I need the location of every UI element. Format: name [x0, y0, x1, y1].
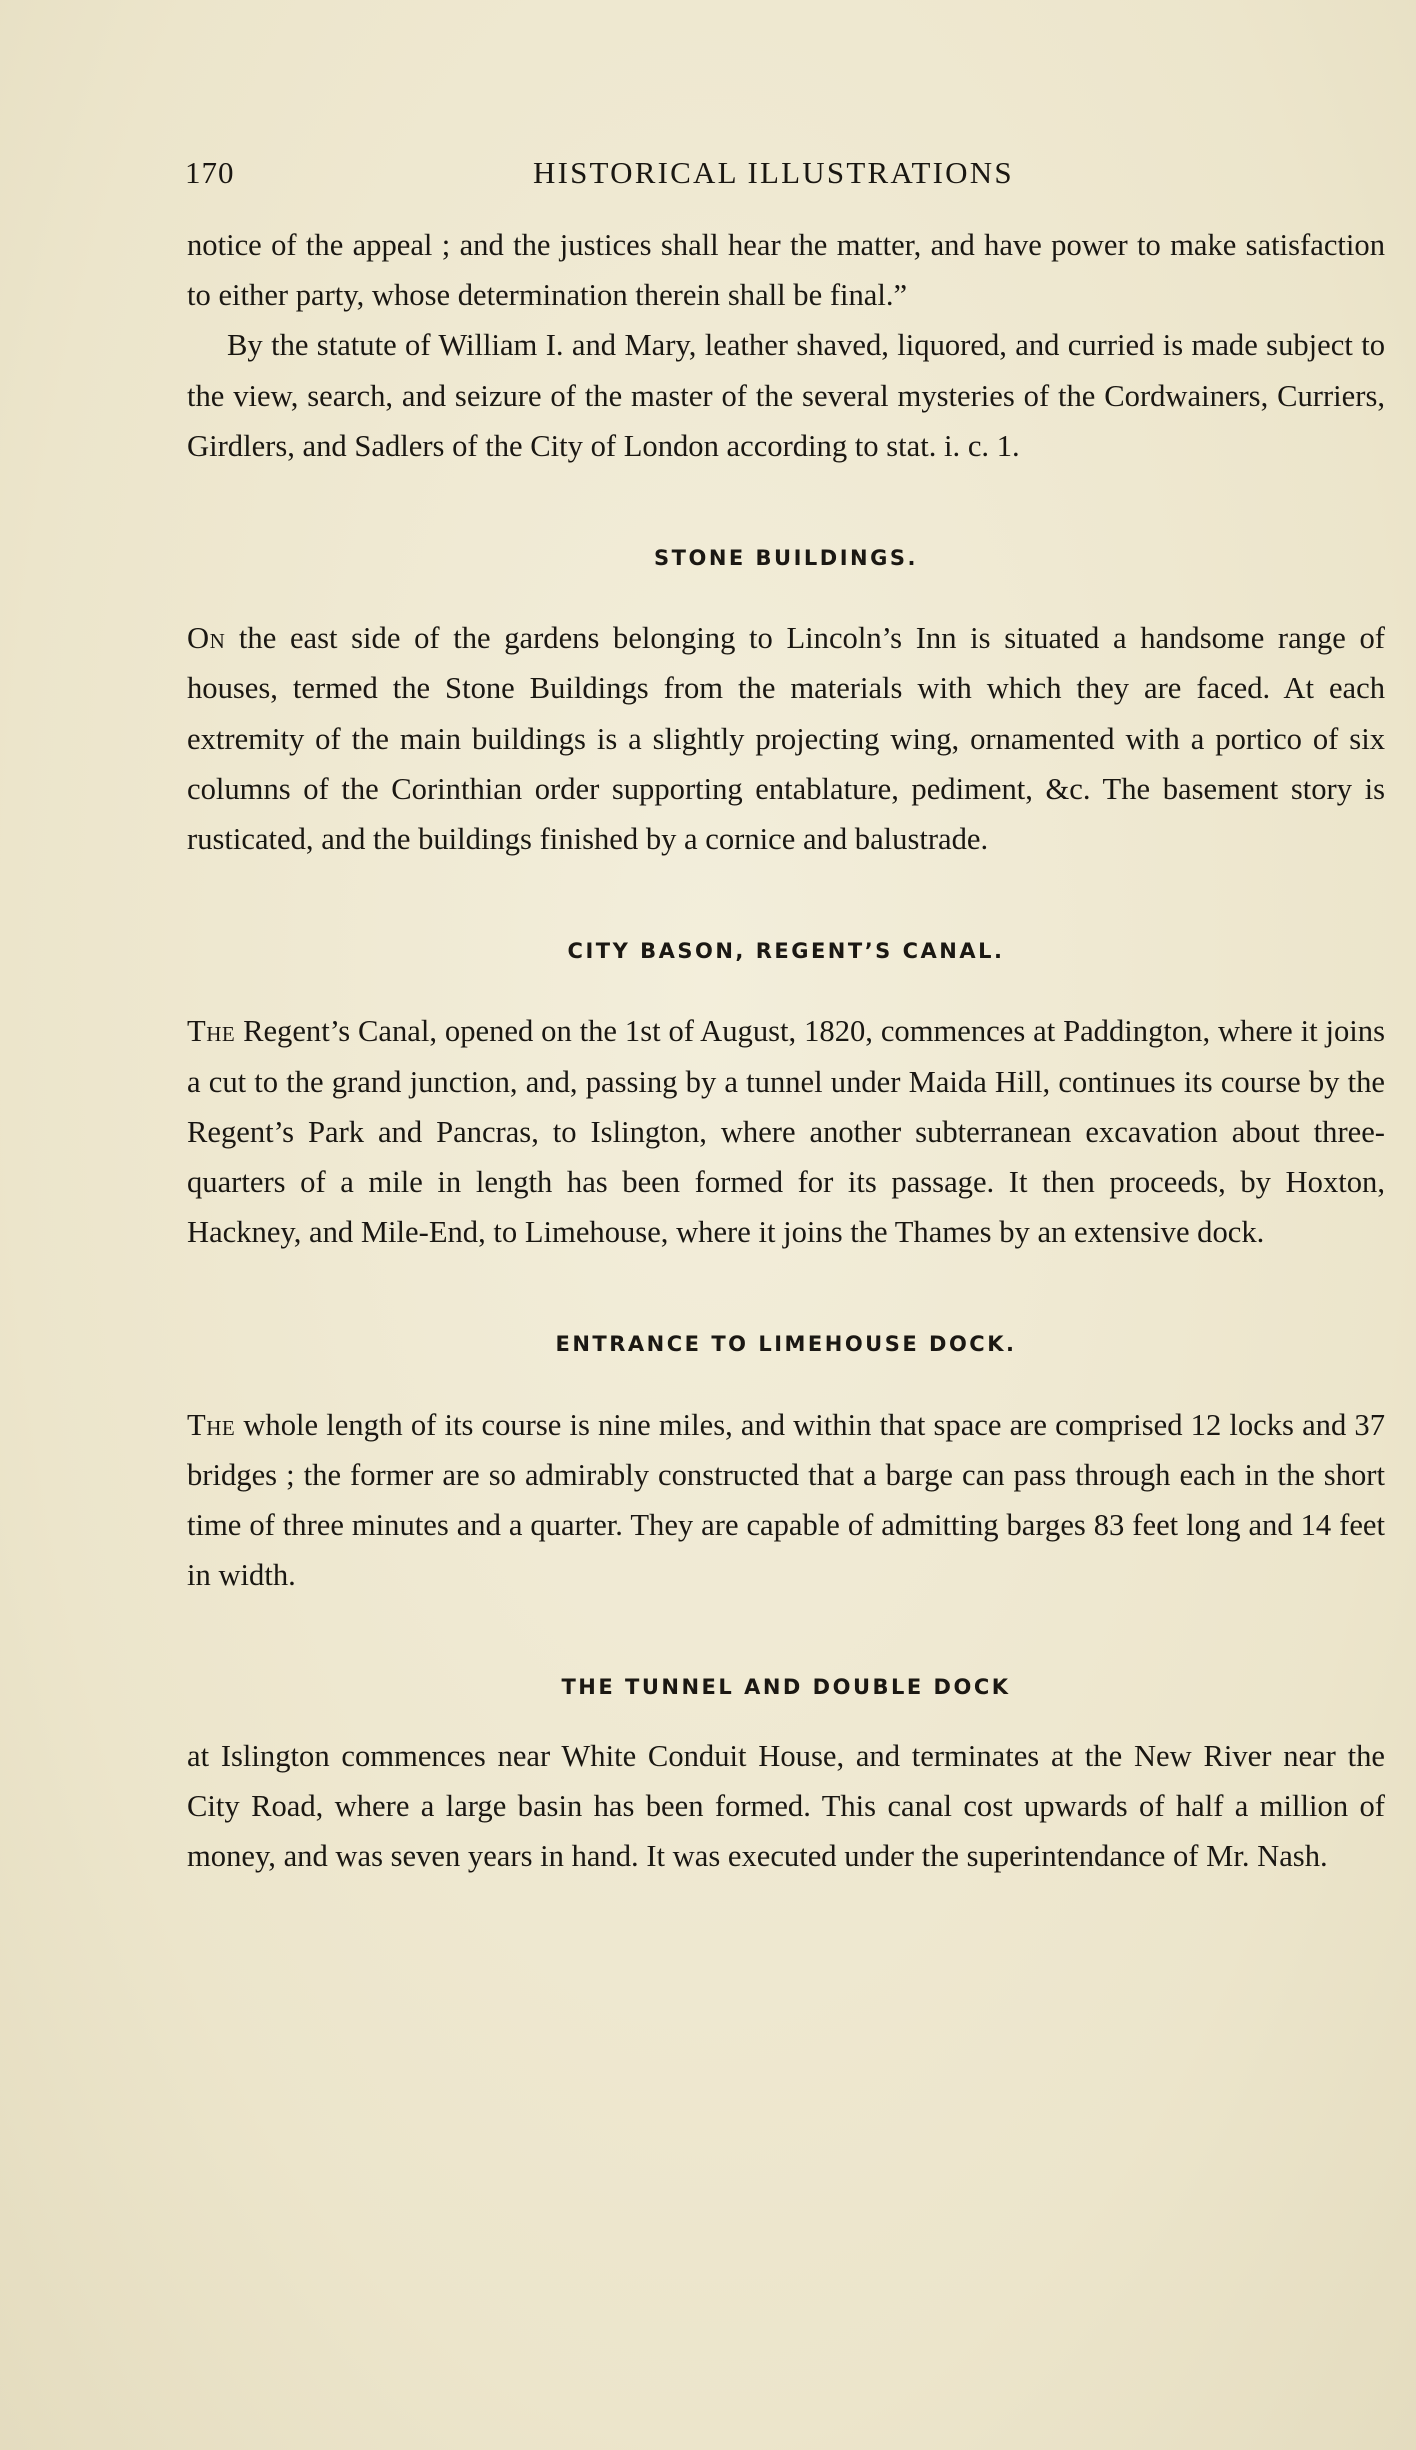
paragraph-text: Regent’s Canal, opened on the 1st of August, 1820, commences at Paddington, where it joins a cut to the grand junction, and, passing by a tunnel under Maida Hill, continues its course by the Regent’s Park and Pancras, to Islington, where another subterranean excavation about three-quarters of a mile in length has been formed for its passage. It then proceeds, by Hoxton, Hackney, and Mile-End, to Limehouse, where it joins the Thames by an extensive dock. — [187, 1014, 1385, 1250]
paragraph-regents-canal — [187, 1006, 1385, 1257]
page-header — [185, 155, 1385, 195]
paragraph-canal-course — [187, 1400, 1385, 1601]
lead-word: The — [187, 1407, 236, 1442]
paragraph-text: at Islington commences near White Conduit House, and terminates at the New River near the City Road, where a large basin has been formed. This canal cost upwards of half a million of money, and was seven years in hand. It was executed under the superintendance of Mr. Nash. — [187, 1738, 1385, 1874]
section-heading-city-bason: CITY BASON, REGENT’S CANAL. — [567, 939, 1005, 964]
section-heading-stone-buildings: STONE BUILDINGS. — [654, 546, 918, 571]
paragraph-text: whole length of its course is nine miles, and within that space are comprised 12 locks and 37 bridges ; the former are so admirably constructed that a barge can pass through each in the short time of three minutes and a quarter. They are capable of admitting barges 83 feet long and 14 feet in width. — [187, 1407, 1385, 1593]
section-heading-limehouse-dock: ENTRANCE TO LIMEHOUSE DOCK. — [555, 1332, 1017, 1357]
paragraph-text: the east side of the gardens belonging to Lincoln’s Inn is situated a handsome range of houses, termed the Stone Buildings from the materials with which they are faced. At each extremity of the main buildings is a slightly projecting wing, ornamented with a portico of six columns of the Corinthian order supporting entablature, pediment, &c. The basement story is rusticated, and the buildings finished by a cornice and balustrade. — [187, 621, 1385, 857]
paragraph-appeal: notice of the appeal ; and the justices shall hear the matter, and have power to make satisfaction to either party, whose determination therein shall be final.” — [187, 228, 1385, 313]
paragraph-statute: By the statute of William I. and Mary, leather shaved, liquored, and curried is made subject to the view, search, and seizure of the master of the several mysteries of the Cordwainers, Curriers, Girdlers, and Sadlers of the City of London according to stat. i. c. 1. — [187, 328, 1385, 463]
lead-word: The — [187, 1014, 236, 1049]
page-number: 170 — [185, 155, 235, 190]
paragraph-islington-tunnel — [187, 1731, 1385, 1882]
running-title: HISTORICAL ILLUSTRATIONS — [533, 155, 1014, 190]
lead-word: On — [187, 621, 226, 656]
paragraph-stone-buildings — [187, 613, 1385, 864]
body-text — [187, 220, 1385, 1881]
section-heading-tunnel-double-dock: THE TUNNEL AND DOUBLE DOCK — [561, 1675, 1011, 1700]
